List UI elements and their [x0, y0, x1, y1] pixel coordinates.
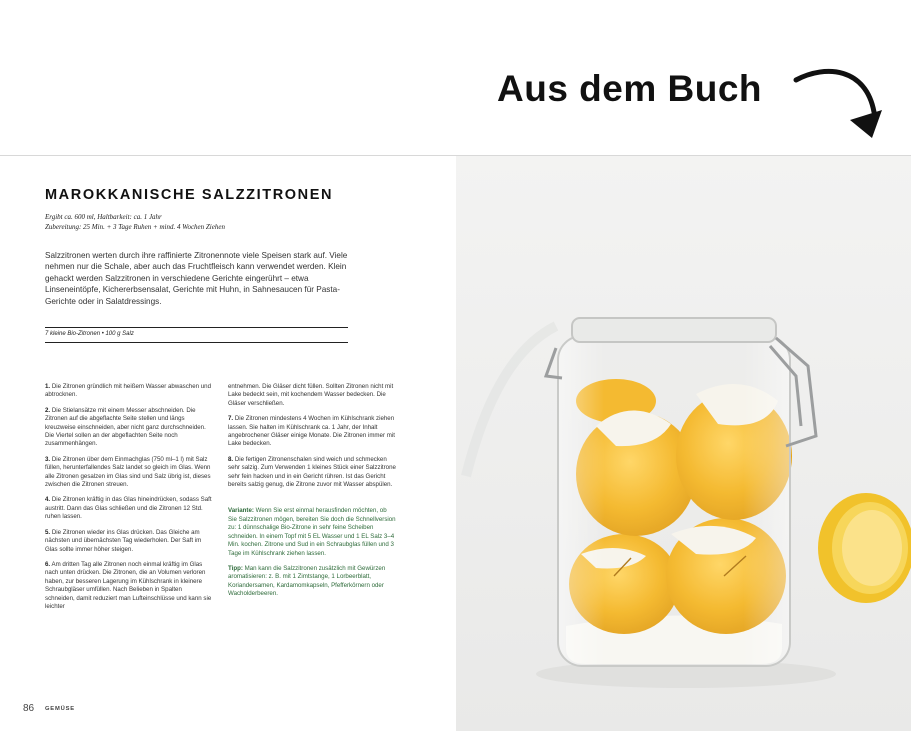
lemon-jar-photo: [456, 156, 911, 731]
section-label: GEMÜSE: [45, 706, 75, 712]
recipe-intro: Salzzitronen werten durch ihre raffinierte Zitronennote viele Speisen stark auf. Viele nehmen nur die Schale, aber auch das Fruchtfleisch kann verwendet werden. Klein gehackt werden Salzzitronen in verschiedene Gerichte eingerührt – etwa Linseneintöpfe, Kichererbsensalat, Gerichte mit Huhn, in Sahnesaucen für Pasta-Gerichte oder in Salatdressings.: [45, 251, 348, 306]
ingredients-line: 7 kleine Bio-Zitronen • 100 g Salz: [45, 331, 134, 337]
page-number: 86: [23, 703, 35, 714]
yield-line: Ergibt ca. 600 ml, Haltbarkeit: ca. 1 Jahr: [45, 213, 162, 221]
step-7: 7. Die Zitronen mindestens 4 Wochen im Kühlschrank ziehen lassen. Sie halten im Kühlschrank ca. 1 Jahr, der Inhalt angebrochener Gläser einige Monate. Die Zitronen immer mit Lake bedecken.: [228, 415, 395, 448]
book-spread: [0, 155, 911, 731]
step-6: 6. Am dritten Tag alle Zitronen noch einmal kräftig im Glas nach unten drücken. Die Zitronen, die an Volumen verloren haben, zur besseren Lagerung im Kühlschrank in kleinere Schraubgläser umfüllen. Nach Belieben in Spalten schneiden, damit reduziert man Lufteinschlüsse und kann sie leichter: [45, 560, 212, 610]
cut-lemon: [818, 493, 911, 603]
steps-column-right: [228, 383, 396, 606]
ingredients-rule-bottom: [45, 342, 348, 343]
step-5: 5. Die Zitronen wieder ins Glas drücken. Das Gleiche am nächsten und übernächsten Tag wiederholen. Der Saft im Glas sollte immer höher steigen.: [45, 528, 202, 553]
variant-note: Variante: Wenn Sie erst einmal herausfinden möchten, ob Sie Salzzitronen mögen, bereiten Sie doch die Schnellversion zu: 1 dünnschalige Bio-Zitrone in sehr feine Scheiben schneiden. In einem Topf mit 5 EL Wasser und 1 EL Salz 3–4 Min. kochen. Zitrone und Sud in ein Schraubglas füllen und 3 Tage im Kühlschrank ziehen lassen.: [228, 507, 396, 557]
recipe-title: MAROKKANISCHE SALZZITRONEN: [45, 187, 334, 203]
curved-arrow-icon: [792, 66, 888, 140]
step-6-continued: entnehmen. Die Gläser dicht füllen. Sollten Zitronen nicht mit Lake bedeckt sein, mit kochendem Wasser bedecken. Die Gläser verschließen.: [228, 383, 394, 407]
banner-title: Aus dem Buch: [497, 68, 763, 109]
jar-illustration: [456, 156, 911, 731]
banner: [0, 0, 911, 155]
step-2: 2. Die Stielansätze mit einem Messer abschneiden. Die Zitronen auf die abgeflachte Seite stellen und längs kreuzweise einschneiden, aber nicht ganz durchschneiden. Die Viertel sollen an der abgeflachten Seite noch zusammenhängen.: [45, 406, 206, 448]
steps-column-left: [45, 383, 213, 618]
left-page: [0, 156, 456, 731]
prep-time-line: Zubereitung: 25 Min. + 3 Tage Ruhen + mind. 4 Wochen Ziehen: [45, 222, 225, 231]
recipe-meta: [45, 213, 365, 232]
step-3: 3. Die Zitronen über dem Einmachglas (750 ml–1 l) mit Salz füllen, herunterfallendes Salz landet so gleich im Glas. Wenn alle Zitronen gesalzen im Glas sind und Salz übrig ist, dieses zwischen die Zitronen streuen.: [45, 455, 211, 489]
step-1: 1. Die Zitronen gründlich mit heißem Wasser abwaschen und abtrocknen.: [45, 383, 212, 399]
tip-note: Tipp: Man kann die Salzzitronen zusätzlich mit Gewürzen aromatisieren: z. B. mit 1 Zimtstange, 1 Lorbeerblatt, Koriandersamen, Kardamomkapseln, Pfefferkörnern oder Wacholderbeeren.: [228, 564, 386, 598]
ingredients-rule-top: [45, 327, 348, 328]
step-4: 4. Die Zitronen kräftig in das Glas hineindrücken, sodass Saft austritt. Dann das Glas schließen und die Zitronen 12 Std. ruhen lassen.: [45, 496, 212, 521]
step-8: 8. Die fertigen Zitronenschalen sind weich und schmecken sehr salzig. Zum Verwenden 1 kleines Stück einer Salzzitrone sehr fein hacken und in ein Gericht rühren. Ist das Gericht bereits salzig genug, die Zitrone zuvor mit Wasser abspülen.: [228, 455, 396, 489]
